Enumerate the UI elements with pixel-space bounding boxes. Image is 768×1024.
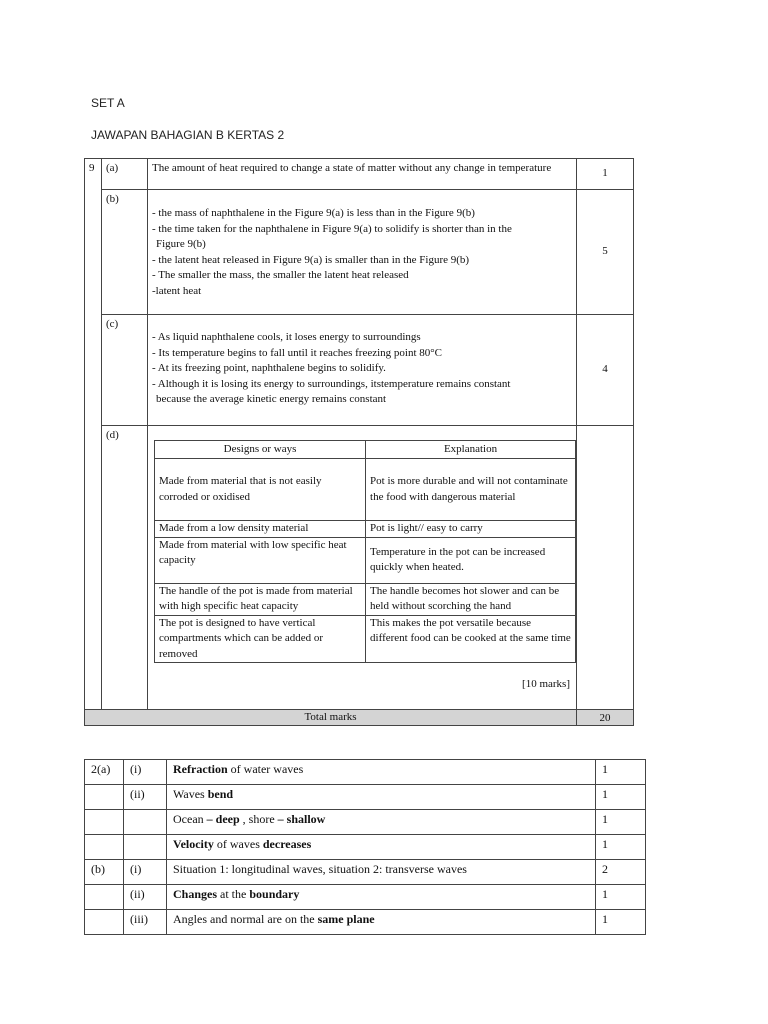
answer-text: Refraction of water waves bbox=[167, 760, 596, 785]
answer-text: Changes at the boundary bbox=[167, 885, 596, 910]
answer-text: Ocean – deep , shore – shallow bbox=[167, 810, 596, 835]
design-cell: Made from material with low specific heat capacity bbox=[155, 537, 366, 583]
design-cell: Made from material that is not easily corroded or oxidised bbox=[155, 459, 366, 521]
total-value: 20 bbox=[577, 710, 634, 726]
mark-cell: 1 bbox=[596, 835, 646, 860]
part-label: (c) bbox=[102, 315, 148, 426]
mark-cell: 2 bbox=[596, 860, 646, 885]
table-row: 2(a) (i) Refraction of water waves 1 bbox=[85, 760, 646, 785]
explanation-cell: The handle becomes hot slower and can be held without scorching the hand bbox=[366, 583, 576, 615]
design-cell: Made from a low density material bbox=[155, 521, 366, 538]
mark-cell: 1 bbox=[596, 810, 646, 835]
answer-text: - As liquid naphthalene cools, it loses energy to surroundings - Its temperature begins to fall until it reaches freezing point 80°C - At its freezing point, naphthalene begins to solidify. - Although it is losing its energy to surroundings, itstemperature remains constant because the average kinetic energy remains constant bbox=[148, 315, 577, 426]
table-row: (ii) Waves bend 1 bbox=[85, 785, 646, 810]
mark-cell: 1 bbox=[596, 760, 646, 785]
column-header: Explanation bbox=[366, 441, 576, 459]
explanation-cell: Pot is more durable and will not contaminate the food with dangerous material bbox=[366, 459, 576, 521]
marks-note: [10 marks] bbox=[522, 678, 570, 690]
set-title: SET A bbox=[91, 96, 125, 110]
design-table bbox=[154, 440, 576, 663]
answer-text: Waves bend bbox=[167, 785, 596, 810]
mark-cell: 1 bbox=[596, 910, 646, 935]
part-label: (a) bbox=[102, 159, 148, 190]
answer-text: - the mass of naphthalene in the Figure 9(a) is less than in the Figure 9(b) - the time taken for the naphthalene in Figure 9(a) to solidify is shorter than in the Figure 9(b) - the latent heat released in Figure 9(a) is smaller than in the Figure 9(b) - The smaller the mass, the smaller the latent heat released -latent heat bbox=[148, 190, 577, 315]
column-header: Designs or ways bbox=[155, 441, 366, 459]
table-row bbox=[85, 835, 646, 860]
answer-table-q9 bbox=[84, 158, 634, 726]
section-title: JAWAPAN BAHAGIAN B KERTAS 2 bbox=[91, 128, 285, 142]
mark-cell: 1 bbox=[596, 885, 646, 910]
explanation-cell: Pot is light// easy to carry bbox=[366, 521, 576, 538]
mark-cell: 5 bbox=[577, 190, 634, 315]
part-label: (d) bbox=[102, 426, 148, 710]
answer-text: Situation 1: longitudinal waves, situation 2: transverse waves bbox=[167, 860, 596, 885]
design-cell: The pot is designed to have vertical compartments which can be added or removed bbox=[155, 615, 366, 663]
table-row bbox=[85, 810, 646, 835]
table-row: (ii) Changes at the boundary 1 bbox=[85, 885, 646, 910]
answer-text: Velocity of waves decreases bbox=[167, 835, 596, 860]
design-cell: The handle of the pot is made from material with high specific heat capacity bbox=[155, 583, 366, 615]
explanation-cell: Temperature in the pot can be increased quickly when heated. bbox=[366, 537, 576, 583]
explanation-cell: This makes the pot versatile because different food can be cooked at the same time bbox=[366, 615, 576, 663]
table-row: (iii) Angles and normal are on the same plane 1 bbox=[85, 910, 646, 935]
mark-cell: 4 bbox=[577, 315, 634, 426]
answer-table-q2 bbox=[84, 759, 646, 935]
mark-cell: 1 bbox=[596, 785, 646, 810]
question-number: 9 bbox=[85, 159, 102, 710]
answer-text: Angles and normal are on the same plane bbox=[167, 910, 596, 935]
total-label: Total marks bbox=[85, 710, 577, 726]
answer-text: The amount of heat required to change a state of matter without any change in temperature bbox=[148, 159, 577, 190]
mark-cell: 1 bbox=[577, 159, 634, 190]
part-label: (b) bbox=[102, 190, 148, 315]
table-row: (b) (i) Situation 1: longitudinal waves, situation 2: transverse waves 2 bbox=[85, 860, 646, 885]
